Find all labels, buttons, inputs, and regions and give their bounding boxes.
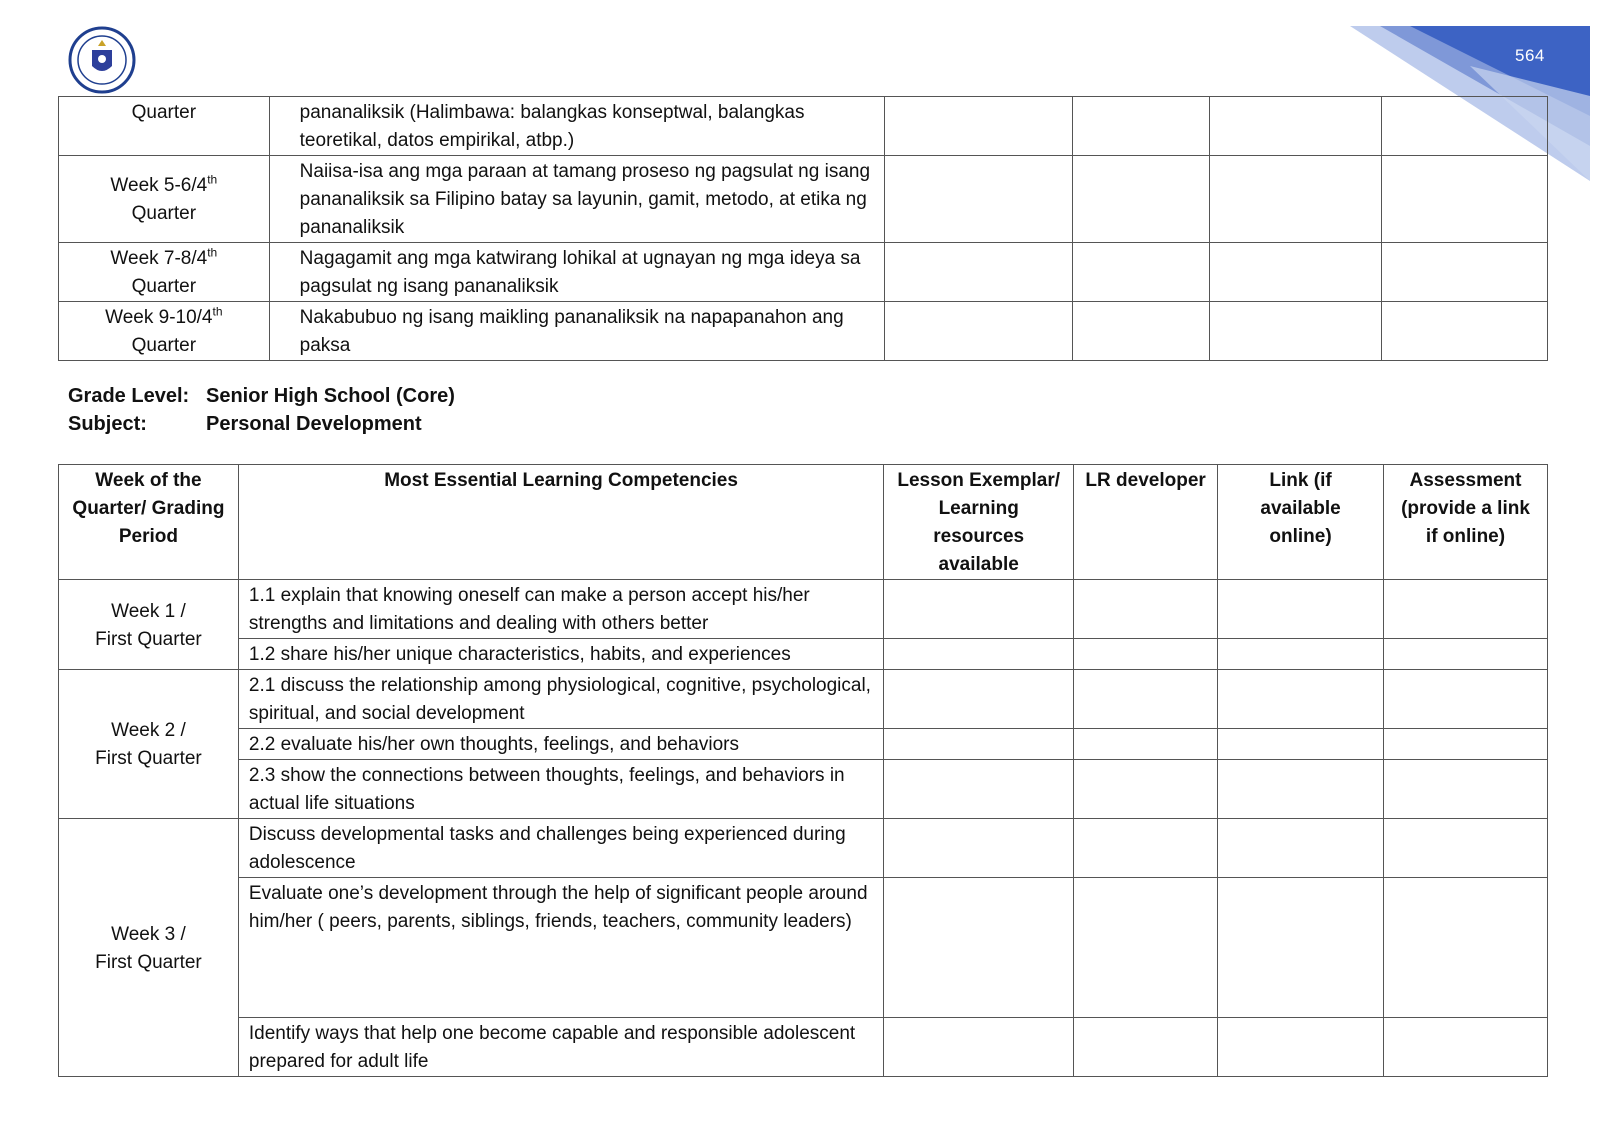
competency-cell: Nagagamit ang mga katwirang lohikal at ugnayan ng mga ideya sa pagsulat ng isang pananaliksik xyxy=(269,243,885,302)
page-number: 564 xyxy=(1515,46,1545,65)
table-row xyxy=(59,670,1548,729)
table-row xyxy=(59,819,1548,878)
header-row xyxy=(59,465,1548,580)
table-row xyxy=(59,156,1548,243)
competency-cell: Nakabubuo ng isang maikling pananaliksik na napapanahon ang paksa xyxy=(269,302,885,361)
subject-meta xyxy=(68,382,455,438)
table-row xyxy=(59,243,1548,302)
week-cell: Quarter xyxy=(59,97,270,156)
week-cell: Week 2 / First Quarter xyxy=(59,670,239,819)
table-row xyxy=(59,97,1548,156)
competency-cell: 2.3 show the connections between thoughts, feelings, and behaviors in actual life situations xyxy=(238,760,883,819)
grade-level-value: Senior High School (Core) xyxy=(206,385,455,407)
subject-value: Personal Development xyxy=(206,413,422,435)
competency-table xyxy=(58,464,1548,1077)
week-cell: Week 1 / First Quarter xyxy=(59,580,239,670)
header-lr-developer: LR developer xyxy=(1074,465,1218,580)
header-week: Week of the Quarter/ Grading Period xyxy=(59,465,239,580)
header-competencies: Most Essential Learning Competencies xyxy=(238,465,883,580)
table-row xyxy=(59,729,1548,760)
header-lesson-exemplar: Lesson Exemplar/ Learning resources available xyxy=(884,465,1074,580)
table-row xyxy=(59,760,1548,819)
week-cell: Week 7-8/4th Quarter xyxy=(59,243,270,302)
header-link: Link (if available online) xyxy=(1218,465,1384,580)
deped-seal-icon xyxy=(68,26,136,94)
week-cell: Week 3 / First Quarter xyxy=(59,819,239,1077)
competency-cell: Evaluate one’s development through the help of significant people around him/her ( peers, parents, siblings, friends, teachers, community leaders) xyxy=(238,878,883,1018)
week-cell: Week 9-10/4th Quarter xyxy=(59,302,270,361)
header-assessment: Assessment (provide a link if online) xyxy=(1384,465,1548,580)
top-competency-table xyxy=(58,96,1548,361)
table-row xyxy=(59,878,1548,1018)
competency-cell: Naiisa-isa ang mga paraan at tamang proseso ng pagsulat ng isang pananaliksik sa Filipino batay sa layunin, gamit, metodo, at etika ng pananaliksik xyxy=(269,156,885,243)
table-row xyxy=(59,639,1548,670)
table-row xyxy=(59,302,1548,361)
competency-cell: pananaliksik (Halimbawa: balangkas konseptwal, balangkas teoretikal, datos empirikal, atbp.) xyxy=(269,97,885,156)
competency-cell: 1.2 share his/her unique characteristics, habits, and experiences xyxy=(238,639,883,670)
competency-cell: Identify ways that help one become capable and responsible adolescent prepared for adult life xyxy=(238,1018,883,1077)
competency-cell: Discuss developmental tasks and challenges being experienced during adolescence xyxy=(238,819,883,878)
grade-level-label: Grade Level: xyxy=(68,385,190,407)
competency-cell: 2.1 discuss the relationship among physiological, cognitive, psychological, spiritual, and social development xyxy=(238,670,883,729)
competency-cell: 2.2 evaluate his/her own thoughts, feelings, and behaviors xyxy=(238,729,883,760)
table-row xyxy=(59,1018,1548,1077)
week-cell: Week 5-6/4th Quarter xyxy=(59,156,270,243)
table-row xyxy=(59,580,1548,639)
subject-label: Subject: xyxy=(68,413,147,435)
competency-cell: 1.1 explain that knowing oneself can make a person accept his/her strengths and limitations and dealing with others better xyxy=(238,580,883,639)
